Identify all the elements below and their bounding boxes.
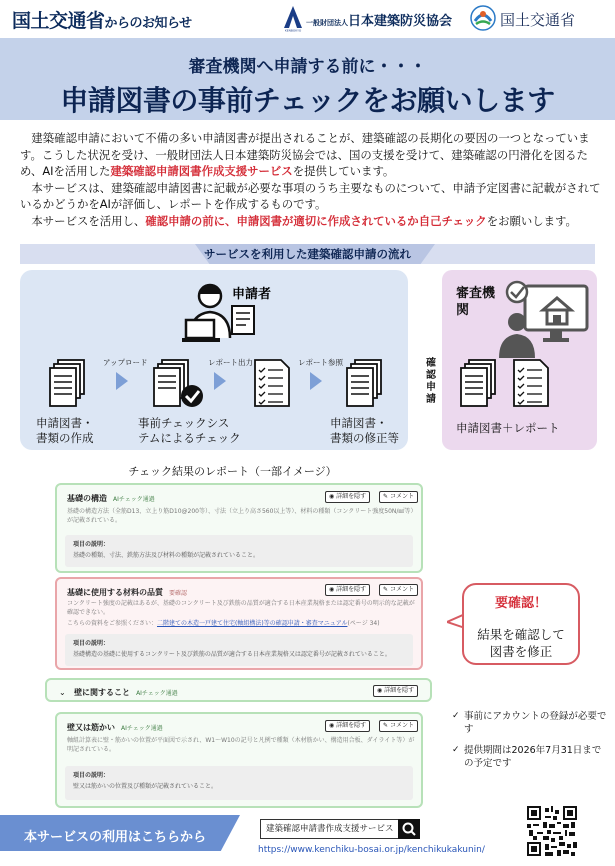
report-card-foundation-material: [55, 577, 423, 670]
service-url[interactable]: https://www.kenchiku-bosai.or.jp/kenchikukakunin/: [258, 845, 485, 855]
intro-paragraph-2: 本サービスは、建築確認申請図書に記載が必要な事項のうち主要なものについて、申請予定図書に記載がされているかどうかをAIが評価し、レポートを作成するものです。: [20, 180, 601, 211]
note-item: ✓ 事前にアカウントの登録が必要です: [450, 710, 610, 736]
hide-details-button[interactable]: ◉ 詳細を隠す: [325, 720, 370, 732]
arrow-right-icon: [116, 372, 128, 390]
step-1-label: 申請図書・ 書類の作成: [36, 416, 94, 445]
item-description-box: [65, 634, 413, 666]
intro-paragraph-1: 建築確認申請において不備の多い申請図書が提出されることが、建築確認の長期化の要因の一つとなっています。こうした状況を受け、一般財団法人日本建築防災協会では、国の支援を受けて、建築確認の円滑化を図るため、AIを活用した建築確認申請図書作成支援サービスを提供しています。: [20, 131, 590, 178]
card-body: 軸組計算表に壁・筋かいの位置が平面図で示され、W1〜W10の記号と凡例で種類（木材筋かい、構造用合板、ダイライト等）が明記されている。: [67, 737, 415, 753]
box-text: 基礎構造の基礎に使用するコンクリート及び鉄筋の品質が適合する日本産業規格又は認定番号が記載されていること。: [73, 651, 391, 658]
item-description-box: [65, 766, 413, 800]
jbpa-logo-icon: [282, 4, 304, 32]
reviewer-label: 審査機関: [456, 286, 496, 318]
card-title: 壁又は筋かい AIチェック通過: [67, 723, 163, 732]
card-title: ⌄ 壁に関すること AIチェック通過: [59, 688, 178, 697]
manual-link[interactable]: 二階建ての木造一戸建て住宅(軸組構法)等の確認申請・審査マニュアル: [157, 620, 348, 627]
callout-heading: 要確認！: [494, 596, 547, 611]
intro-text: [20, 130, 605, 229]
report-card-foundation-structure: [55, 483, 423, 573]
comment-button[interactable]: ✎ コメント: [379, 491, 418, 503]
card-body: 基礎の構造方法（全筋D13、立上り筋D10@200等）、寸法（立上り高さ560以上等）、材料の種類（コンクリート強度50N/㎟等）が記載されている。: [67, 508, 417, 524]
checklist-report-icon: [512, 358, 550, 408]
comment-button[interactable]: ✎ コメント: [379, 584, 418, 596]
report-section-title: チェック結果のレポート（一部イメージ）: [128, 465, 337, 478]
intro-paragraph-3: 本サービスを活用し、確認申請の前に、申請図書が適切に作成されているか自己チェックをお願いします。: [31, 213, 577, 228]
reviewer-docs-label: 申請図書＋レポート: [456, 421, 560, 435]
svg-text:KENBOKYO: KENBOKYO: [284, 28, 302, 32]
footer-cta-text: 本サービスの利用はこちらから: [24, 830, 207, 845]
arrow-label-report-reference: レポート参照: [298, 358, 343, 367]
hide-details-button[interactable]: ◉ 詳細を隠す: [373, 685, 418, 697]
mlit-logo-icon: [470, 5, 496, 31]
arrow-label-upload: アップロード: [103, 358, 148, 367]
comment-button[interactable]: ✎ コメント: [379, 720, 418, 732]
step-3-label: 申請図書・ 書類の修正等: [330, 416, 399, 445]
box-title: 項目の説明：: [73, 541, 110, 548]
card-reference: こちらの資料をご参照ください：二階建ての木造一戸建て住宅(軸組構法)等の確認申請・審査マニュアル(ページ 34): [67, 620, 380, 627]
card-title: 基礎の構造 AIチェック通過: [67, 494, 155, 503]
header-title: 国土交通省からのお知らせ: [12, 10, 192, 32]
box-text: 基礎の種類、寸法、鉄筋方法及び材料の種類が記載されていること。: [73, 552, 260, 559]
callout-body: 結果を確認して 図書を修正: [477, 627, 565, 659]
documents-stack-icon: [459, 358, 499, 408]
arrow-right-icon: [310, 372, 322, 390]
checklist-report-icon: [253, 358, 291, 408]
report-card-walls-collapsed[interactable]: [45, 678, 432, 702]
header-ministry: 国土交通省: [500, 11, 576, 29]
arrow-label-report-output: レポート出力: [208, 358, 253, 367]
note-item: ✓ 提供期間は2026年7月31日までの予定です: [450, 744, 610, 770]
applicant-label: 申請者: [232, 287, 272, 302]
title-banner: [0, 38, 615, 120]
notes-list: [450, 710, 610, 778]
flow-heading-bar: [20, 244, 595, 264]
item-description-box: [65, 535, 413, 567]
reviewer-monitor-icon: [495, 278, 591, 360]
documents-checked-icon: [152, 358, 206, 408]
card-title: 基礎に使用する材料の品質 要確認: [67, 588, 188, 597]
hide-details-button[interactable]: ◉ 詳細を隠す: [325, 584, 370, 596]
report-card-walls-bracing: [55, 712, 423, 808]
arrow-right-icon: [214, 372, 226, 390]
documents-stack-icon: [48, 358, 88, 408]
flow-heading: サービスを利用した建築確認申請の流れ: [204, 247, 411, 261]
banner-subtitle: 審査機関へ申請する前に・・・: [188, 57, 427, 77]
documents-stack-icon: [345, 358, 385, 408]
page-header: [0, 0, 615, 38]
qr-code-icon[interactable]: [527, 806, 577, 856]
banner-title: 申請図書の事前チェックをお願いします: [60, 84, 555, 117]
search-icon[interactable]: [398, 819, 420, 839]
header-org: 一般財団法人日本建築防災協会: [306, 14, 453, 29]
search-query: 建築確認申請書作成支援サービス: [266, 824, 394, 834]
box-title: 項目の説明：: [73, 772, 110, 779]
box-title: 項目の説明：: [73, 640, 110, 647]
confirmation-application-label: 確認申請: [426, 358, 436, 405]
box-text: 壁又は筋かいの位置及び種類が記載されていること。: [73, 783, 218, 790]
card-body: コンクリート強度の記載はあるが、基礎のコンクリート及び鉄筋の品質が適合する日本産業規格または認定番号の明示的な記載が確認できない。: [67, 600, 415, 616]
hide-details-button[interactable]: ◉ 詳細を隠す: [325, 491, 370, 503]
step-2-label: 事前チェックシス テムによるチェック: [138, 416, 241, 445]
